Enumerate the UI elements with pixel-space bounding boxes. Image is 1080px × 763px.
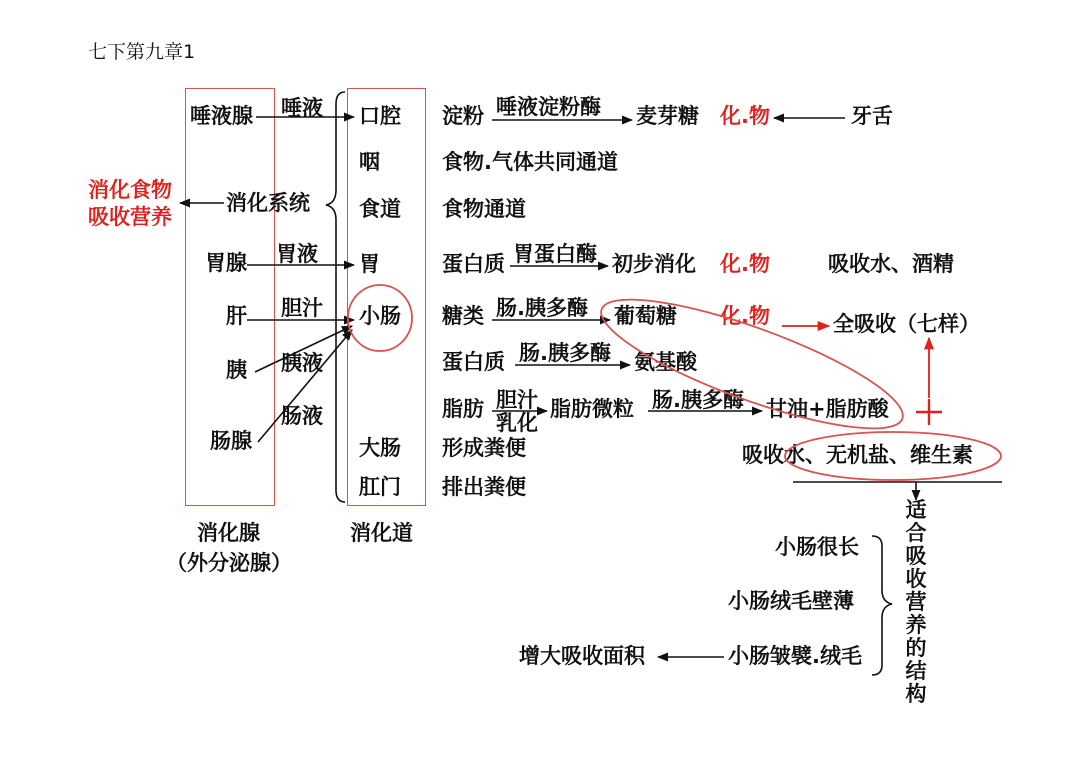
mouth-maltose: 麦芽糖 xyxy=(636,104,699,128)
mouth-starch: 淀粉 xyxy=(442,104,484,128)
digestive-system-label: 消化系统 xyxy=(226,191,310,215)
small-intestine-circle xyxy=(348,285,412,351)
si-protein-enzyme: 肠.胰多酶 xyxy=(519,341,611,365)
structure-item-folds: 小肠皱襞.绒毛 xyxy=(728,644,862,668)
gland-salivary: 唾液腺 xyxy=(190,104,253,128)
structure-item-thin-wall: 小肠绒毛壁薄 xyxy=(728,589,854,613)
structure-result: 增大吸收面积 xyxy=(519,644,645,668)
organ-stomach: 胃 xyxy=(359,252,380,276)
si-protein: 蛋白质 xyxy=(442,350,505,374)
stomach-tag: 化.物 xyxy=(720,252,770,276)
esophagus-desc: 食物通道 xyxy=(442,197,526,221)
pharynx-desc: 食物.气体共同通道 xyxy=(442,150,618,174)
structure-vertical-label: 适合吸收营养的结构 xyxy=(905,498,927,706)
large-intestine-desc: 形成粪便 xyxy=(442,436,526,460)
si-fat-enzyme: 肠.胰多酶 xyxy=(652,388,744,412)
secretion-intestinal-juice: 肠液 xyxy=(281,404,323,428)
arrow-pancreatic-juice xyxy=(255,326,352,375)
mouth-tag: 化.物 xyxy=(720,104,770,128)
organ-mouth: 口腔 xyxy=(359,104,401,128)
secretion-gastric-juice: 胃液 xyxy=(276,242,318,266)
anus-desc: 排出粪便 xyxy=(442,475,526,499)
si-amino-acid: 氨基酸 xyxy=(634,350,697,374)
si-fat-droplets: 脂肪微粒 xyxy=(550,397,634,421)
si-absorb-water-minerals: 吸收水、无机盐、维生素 xyxy=(742,443,973,467)
stomach-protein: 蛋白质 xyxy=(442,252,505,276)
stomach-result: 初步消化 xyxy=(612,252,696,276)
brace-structure xyxy=(872,536,892,675)
red-ellipse-products xyxy=(589,275,914,452)
arrow-intestinal-juice xyxy=(258,330,352,442)
si-fat: 脂肪 xyxy=(442,397,484,421)
organ-anus: 肛门 xyxy=(359,475,401,499)
si-sugar-enzyme: 肠.胰多酶 xyxy=(496,296,588,320)
function-line2: 吸收营养 xyxy=(88,205,172,229)
gland-pancreas: 胰 xyxy=(226,358,247,382)
glands-sublabel: （外分泌腺） xyxy=(166,551,292,575)
secretion-saliva: 唾液 xyxy=(281,96,323,120)
gland-gastric: 胃腺 xyxy=(205,251,247,275)
stomach-enzyme: 胃蛋白酶 xyxy=(513,242,597,266)
si-tag: 化.物 xyxy=(720,304,770,328)
stomach-absorb: 吸收水、酒精 xyxy=(828,252,954,276)
si-glucose: 葡萄糖 xyxy=(614,304,677,328)
si-sugar: 糖类 xyxy=(442,304,484,328)
organ-esophagus: 食道 xyxy=(359,197,401,221)
si-full-absorb: 全吸收（七样） xyxy=(833,312,980,336)
brace-tract xyxy=(326,92,345,502)
gland-intestinal: 肠腺 xyxy=(210,429,252,453)
secretion-bile: 胆汁 xyxy=(281,296,323,320)
si-glycerol-fatty-acid: 甘油+脂肪酸 xyxy=(766,397,889,421)
si-bile: 胆汁 xyxy=(496,388,538,412)
organ-small-intestine: 小肠 xyxy=(359,304,401,328)
tract-label: 消化道 xyxy=(350,521,413,545)
function-line1: 消化食物 xyxy=(88,178,172,202)
organ-pharynx: 咽 xyxy=(359,150,380,174)
structure-item-long: 小肠很长 xyxy=(775,535,859,559)
mouth-teeth-tongue: 牙舌 xyxy=(851,104,893,128)
glands-label: 消化腺 xyxy=(197,521,260,545)
gland-liver: 肝 xyxy=(226,304,247,328)
red-ellipse-absorb xyxy=(785,432,1001,480)
secretion-pancreatic-juice: 胰液 xyxy=(281,351,323,375)
si-emulsify: 乳化 xyxy=(496,411,538,435)
mouth-enzyme: 唾液淀粉酶 xyxy=(496,95,601,119)
page-title: 七下第九章1 xyxy=(88,41,196,63)
organ-large-intestine: 大肠 xyxy=(359,436,401,460)
